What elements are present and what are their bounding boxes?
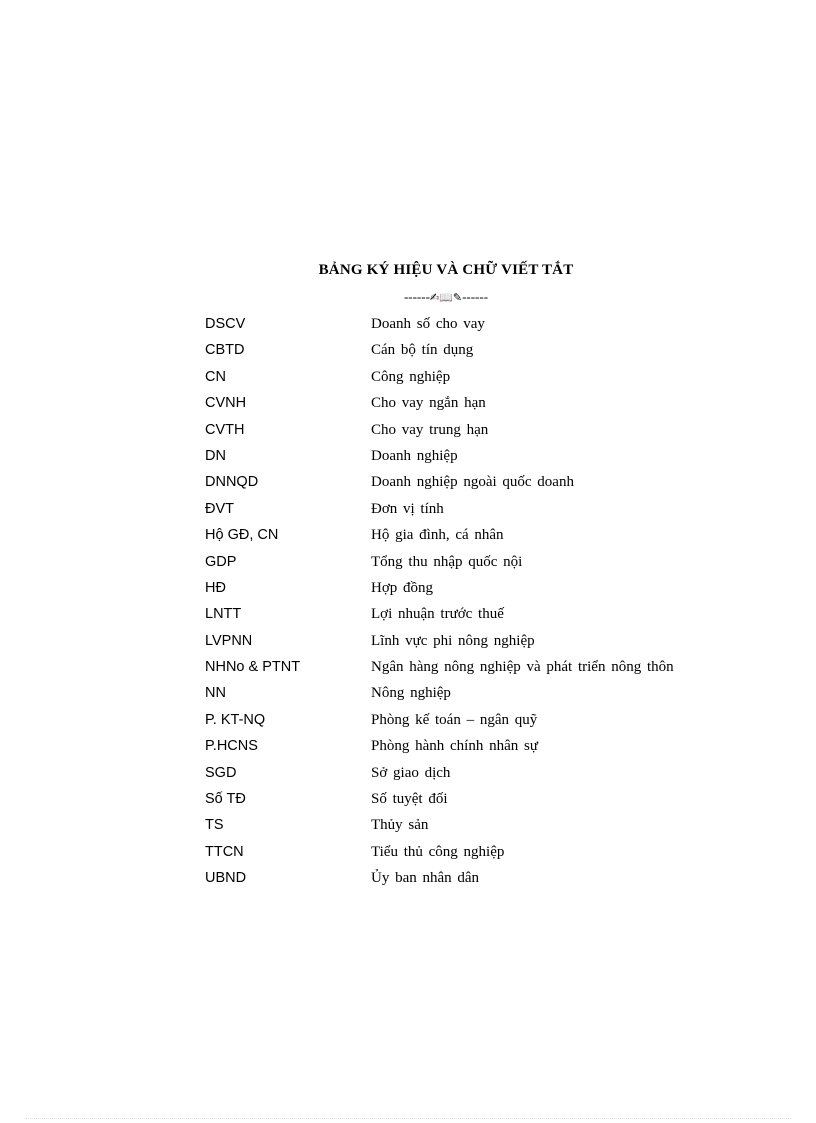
abbreviation-meaning: Công nghiệp: [371, 368, 451, 385]
ornament-dashes-right: ------: [462, 289, 489, 304]
page-bottom-divider: [25, 1118, 791, 1119]
abbreviation-meaning: Tiểu thủ công nghiệp: [371, 843, 505, 860]
abbreviation-meaning: Lĩnh vực phi nông nghiệp: [371, 632, 535, 649]
abbreviation-meaning: Thủy sản: [371, 817, 429, 834]
abbreviation-term: LNTT: [205, 606, 242, 623]
abbreviation-row: [205, 390, 705, 416]
abbreviation-term: NHNo & PTNT: [205, 659, 301, 676]
abbreviation-row: [205, 839, 705, 865]
abbreviation-row: [205, 812, 705, 838]
abbreviation-term: P.HCNS: [205, 738, 258, 755]
abbreviation-term: UBND: [205, 870, 247, 887]
ornament-dashes-left: ------: [403, 289, 430, 304]
abbreviation-row: [205, 654, 705, 680]
abbreviation-term: CVTH: [205, 421, 245, 438]
abbreviation-row: [205, 760, 705, 786]
abbreviation-meaning: Cán bộ tín dụng: [371, 342, 474, 359]
abbreviation-row: [205, 549, 705, 575]
abbreviation-term: Hộ GĐ, CN: [205, 527, 279, 544]
abbreviation-meaning: Ngân hàng nông nghiệp và phát triển nông thôn: [371, 659, 674, 676]
abbreviation-row: [205, 680, 705, 706]
abbreviation-meaning: Phòng hành chính nhân sự: [371, 738, 538, 755]
abbreviation-row: [205, 443, 705, 469]
abbreviation-meaning: Tổng thu nhập quốc nội: [371, 553, 523, 570]
abbreviation-term: GDP: [205, 553, 237, 570]
abbreviation-row: [205, 707, 705, 733]
abbreviation-table: [205, 311, 705, 892]
abbreviation-row: [205, 496, 705, 522]
abbreviation-meaning: Đơn vị tính: [371, 500, 444, 517]
abbreviation-row: [205, 364, 705, 390]
abbreviation-meaning: Sở giao dịch: [371, 764, 451, 781]
abbreviation-term: Số TĐ: [205, 791, 246, 808]
abbreviation-meaning: Doanh nghiệp ngoài quốc doanh: [371, 474, 574, 491]
abbreviation-row: [205, 417, 705, 443]
abbreviation-term: LVPNN: [205, 632, 253, 649]
abbreviation-term: TTCN: [205, 843, 244, 860]
abbreviation-row: [205, 733, 705, 759]
abbreviation-term: HĐ: [205, 579, 226, 596]
abbreviation-term: CVNH: [205, 395, 247, 412]
abbreviation-term: CN: [205, 368, 226, 385]
abbreviation-meaning: Hợp đồng: [371, 579, 434, 596]
abbreviation-row: [205, 337, 705, 363]
abbreviation-term: CBTD: [205, 342, 245, 359]
title-ornament: [0, 289, 816, 306]
abbreviation-meaning: Cho vay trung hạn: [371, 421, 489, 438]
abbreviation-meaning: Cho vay ngắn hạn: [371, 395, 486, 412]
abbreviation-meaning: Ủy ban nhân dân: [371, 870, 480, 887]
book-pen-ornament-icon: ✍📖✎: [429, 291, 463, 304]
page-title: BẢNG KÝ HIỆU VÀ CHỮ VIẾT TẮT: [318, 262, 574, 278]
abbreviation-row: [205, 628, 705, 654]
abbreviation-row: [205, 469, 705, 495]
abbreviation-meaning: Lợi nhuận trước thuế: [371, 606, 504, 623]
abbreviation-term: DNNQD: [205, 474, 259, 491]
abbreviation-row: [205, 575, 705, 601]
abbreviation-row: [205, 311, 705, 337]
abbreviation-term: SGD: [205, 764, 237, 781]
abbreviation-meaning: Phòng kế toán – ngân quỹ: [371, 711, 538, 728]
abbreviation-meaning: Nông nghiệp: [371, 685, 451, 702]
abbreviation-meaning: Hộ gia đình, cá nhân: [371, 527, 504, 544]
abbreviation-meaning: Doanh nghiệp: [371, 447, 458, 464]
abbreviation-meaning: Doanh số cho vay: [371, 316, 485, 332]
abbreviation-meaning: Số tuyệt đối: [371, 791, 448, 808]
abbreviation-term: ĐVT: [205, 500, 234, 517]
abbreviation-term: DN: [205, 447, 226, 464]
abbreviation-row: [205, 601, 705, 627]
abbreviation-term: P. KT-NQ: [205, 711, 266, 728]
abbreviation-row: [205, 865, 705, 891]
abbreviation-term: NN: [205, 685, 226, 702]
abbreviation-row: [205, 786, 705, 812]
abbreviation-row: [205, 522, 705, 548]
abbreviation-term: TS: [205, 817, 224, 834]
abbreviation-term: DSCV: [205, 316, 246, 332]
